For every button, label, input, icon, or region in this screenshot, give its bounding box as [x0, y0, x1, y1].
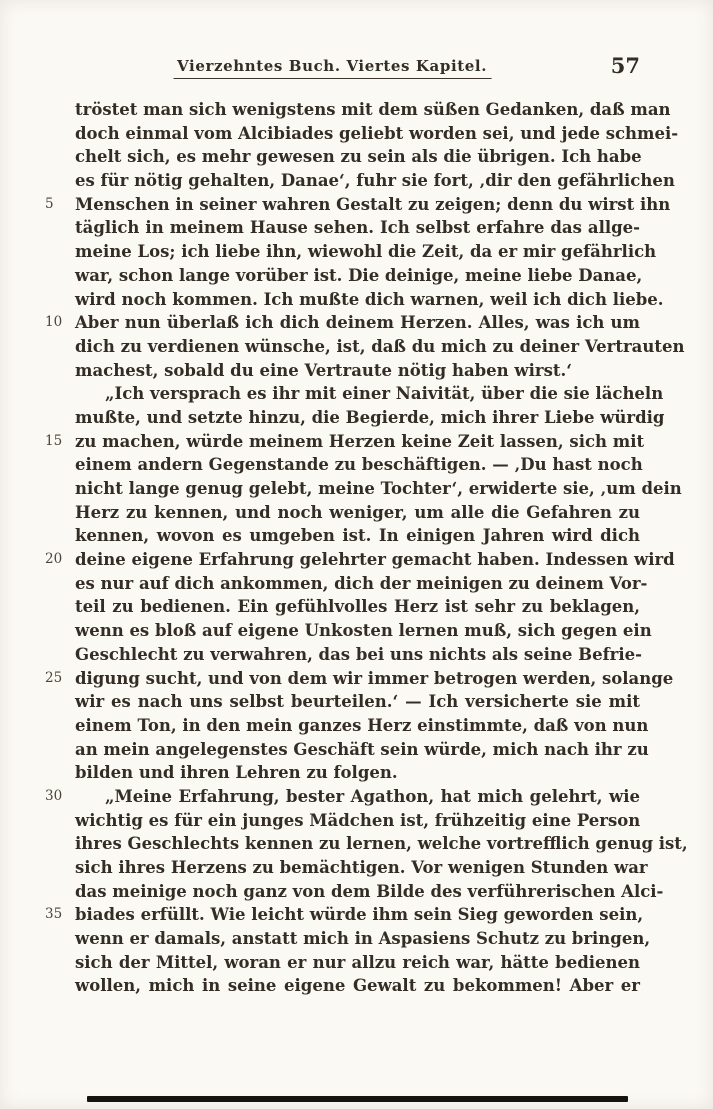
- line-text: dich zu verdienen wünsche, ist, daß du mich zu deiner Vertrauten: [75, 336, 685, 356]
- text-line: [75, 169, 675, 193]
- line-text: wenn es bloß auf eigene Unkosten lernen muß, sich gegen ein: [75, 621, 652, 641]
- text-line: [75, 145, 640, 169]
- text-line: [75, 335, 685, 359]
- line-text: einem Ton, in den mein ganzes Herz einstimmte, daß von nun: [75, 715, 649, 735]
- line-number: 15: [45, 432, 63, 449]
- line-text: wird noch kommen. Ich mußte dich warnen, weil ich dich liebe.: [75, 289, 664, 309]
- running-title: Vierzehntes Buch. Viertes Kapitel.: [173, 57, 491, 79]
- text-line: [45, 430, 645, 454]
- text-line: [75, 880, 664, 904]
- line-text: das meinige noch ganz von dem Bilde des verführerischen Alci-: [75, 881, 664, 901]
- line-number: 20: [45, 551, 63, 568]
- line-text: sich ihres Herzens zu bemächtigen. Vor wenigen Stunden war: [75, 858, 648, 877]
- line-text: bilden und ihren Lehren zu folgen.: [75, 763, 398, 783]
- text-line: [45, 667, 674, 691]
- line-text: wir es nach uns selbst beurteilen.‘ — Ich versicherte sie mit: [75, 692, 640, 712]
- text-line: [75, 974, 640, 998]
- text-line: [75, 240, 657, 264]
- text-line: [75, 524, 640, 548]
- text-line: [45, 903, 644, 927]
- line-text: es nur auf dich ankommen, dich der meinigen zu deinem Vor-: [75, 573, 648, 593]
- line-text: biades erfüllt. Wie leicht würde ihm sein Sieg geworden sein,: [75, 905, 644, 925]
- line-text: einem andern Gegenstande zu beschäftigen. — ‚Du hast noch: [75, 455, 643, 475]
- line-text: Menschen in seiner wahren Gestalt zu zeigen; denn du wirst ihn: [75, 194, 671, 214]
- line-number: 30: [45, 787, 63, 804]
- line-text: ihres Geschlechts kennen zu lernen, welche vortrefflich genug ist,: [75, 834, 688, 854]
- text-line: [75, 643, 640, 667]
- line-text: „Meine Erfahrung, bester Agathon, hat mich gelehrt, wie: [105, 786, 640, 806]
- line-text: war, schon lange vorüber ist. Die deinige, meine liebe Danae,: [75, 265, 643, 285]
- line-text: „Ich versprach es ihr mit einer Naivität, über die sie lächeln: [105, 384, 664, 404]
- text-line: [75, 738, 649, 762]
- text-line: [75, 927, 651, 951]
- page-number: 57: [610, 53, 640, 78]
- text-line: [75, 714, 649, 738]
- line-text: meine Los; ich liebe ihn, wiewohl die Zeit, da er mir gefährlich: [75, 242, 657, 262]
- text-line: [75, 477, 682, 501]
- line-text: sich der Mittel, woran er nur allzu reich war, hätte bedienen: [75, 952, 640, 972]
- text-line: [75, 453, 643, 477]
- text-block: [45, 98, 688, 998]
- text-line: [75, 619, 652, 643]
- line-text: doch einmal vom Alcibiades geliebt worden sei, und jede schmei-: [75, 123, 679, 143]
- text-line: [75, 216, 640, 240]
- text-line: [75, 288, 664, 312]
- line-text: wichtig es für ein junges Mädchen ist, frühzeitig eine Person: [75, 810, 641, 830]
- line-text: digung sucht, und von dem wir immer betrogen werden, solange: [75, 668, 674, 688]
- text-line: [75, 761, 640, 785]
- text-line: [75, 572, 648, 596]
- line-number: 25: [45, 669, 63, 686]
- text-line: [75, 595, 640, 619]
- line-text: machest, sobald du eine Vertraute nötig haben wirst.‘: [75, 360, 572, 380]
- text-line: [75, 264, 643, 288]
- line-text: wollen, mich in seine eigene Gewalt zu bekommen! Aber er: [75, 976, 640, 996]
- page-header: [75, 55, 640, 83]
- line-text: täglich in meinem Hause sehen. Ich selbst erfahre das allge-: [75, 218, 640, 238]
- line-text: an mein angelegenstes Geschäft sein würde, mich nach ihr zu: [75, 739, 649, 759]
- text-line: [45, 193, 671, 217]
- text-line: [75, 406, 665, 430]
- text-line: [75, 98, 671, 122]
- line-text: nicht lange genug gelebt, meine Tochter‘, erwiderte sie, ‚um dein: [75, 479, 682, 498]
- line-text: deine eigene Erfahrung gelehrter gemacht haben. Indessen wird: [75, 550, 675, 570]
- line-text: Geschlecht zu verwahren, das bei uns nichts als seine Befrie-: [75, 644, 642, 664]
- text-line: [75, 856, 648, 880]
- bottom-rule: [87, 1096, 628, 1102]
- text-line: [75, 832, 688, 856]
- line-text: kennen, wovon es umgeben ist. In einigen Jahren wird dich: [75, 526, 640, 546]
- line-number: 5: [45, 195, 54, 212]
- text-line: [75, 382, 664, 406]
- text-line: [75, 122, 679, 146]
- text-line: [75, 359, 640, 383]
- line-text: chelt sich, es mehr gewesen zu sein als die übrigen. Ich habe: [75, 147, 642, 167]
- line-text: tröstet man sich wenigstens mit dem süßen Gedanken, daß man: [75, 100, 671, 119]
- text-line: [75, 501, 640, 525]
- text-line: [75, 690, 640, 714]
- line-text: Aber nun überlaß ich dich deinem Herzen. Alles, was ich um: [75, 313, 640, 333]
- line-text: teil zu bedienen. Ein gefühlvolles Herz ist sehr zu beklagen,: [75, 597, 640, 617]
- line-text: zu machen, würde meinem Herzen keine Zeit lassen, sich mit: [75, 431, 645, 451]
- line-number: 35: [45, 906, 63, 923]
- text-line: [45, 785, 640, 809]
- text-line: [75, 951, 640, 975]
- line-text: Herz zu kennen, und noch weniger, um alle die Gefahren zu: [75, 502, 640, 522]
- text-line: [45, 548, 675, 572]
- line-text: es für nötig gehalten, Danae‘, fuhr sie fort, ‚dir den gefährlichen: [75, 171, 675, 191]
- line-text: wenn er damals, anstatt mich in Aspasiens Schutz zu bringen,: [75, 929, 651, 949]
- text-line: [75, 809, 640, 833]
- line-text: mußte, und setzte hinzu, die Begierde, mich ihrer Liebe würdig: [75, 407, 665, 427]
- text-line: [45, 311, 640, 335]
- line-number: 10: [45, 314, 63, 331]
